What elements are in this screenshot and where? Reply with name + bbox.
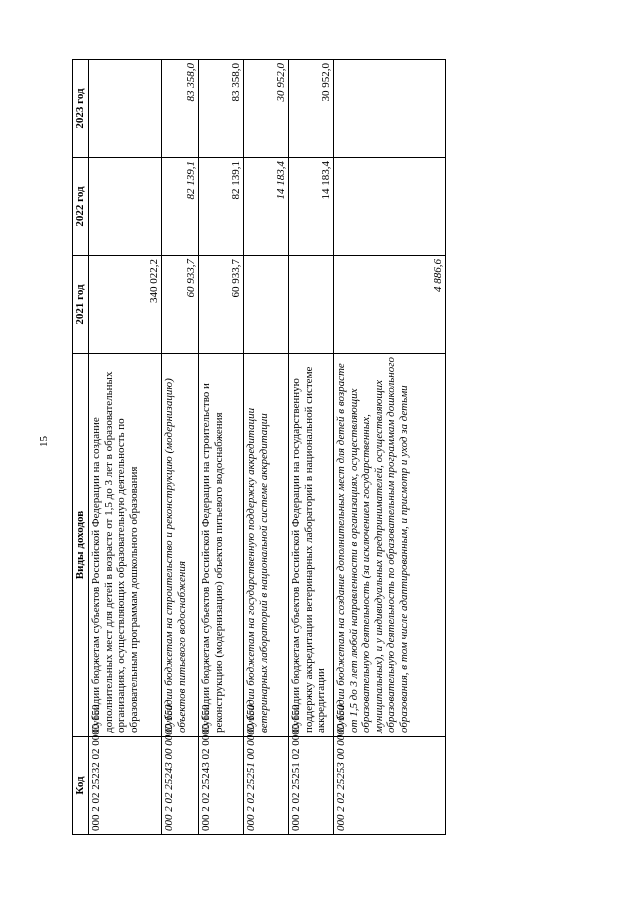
table-row <box>334 60 446 835</box>
table-row <box>289 60 334 835</box>
header-code: Код <box>73 737 89 835</box>
row-value-2021: 60 933,7 <box>162 256 199 354</box>
row-value-2022: 14 183,4 <box>289 158 334 256</box>
row-description: Субсидии бюджетам субъектов Российской Федерации на государственную поддержку аккредитации ветеринарных лабораторий в национальной системе аккредитации <box>289 354 334 737</box>
header-row <box>73 60 89 835</box>
row-description: Субсидии бюджетам на государственную поддержку аккредитации ветеринарных лабораторий в национальной системе аккредитации <box>244 354 289 737</box>
row-value-2022: 82 139,1 <box>199 158 244 256</box>
row-code: 000 2 02 25243 02 0000 150 <box>199 737 244 835</box>
table-row <box>199 60 244 835</box>
revenue-table-wrapper <box>72 60 444 835</box>
row-value-2021: 340 022,2 <box>89 256 162 354</box>
row-value-2023: 30 952,0 <box>289 60 334 158</box>
row-description: Субсидии бюджетам на создание дополнительных мест для детей в возрасте от 1,5 до 3 лет любой направленности в организациях, осуществляющих образовательную деятельность (за исключением государственных, муниципальных), и у индивидуальных предпринимателей, осуществляющих образовательную деятельность по образовательным программам дошкольного образования, в том числе адаптированным, и присмотр и уход за детьми <box>334 354 446 737</box>
row-value-2021 <box>244 256 289 354</box>
row-value-2021: 60 933,7 <box>199 256 244 354</box>
row-value-2021: 4 886,6 <box>334 256 446 354</box>
row-code: 000 2 02 25232 02 0000 150 <box>89 737 162 835</box>
table-row <box>162 60 199 835</box>
row-value-2022 <box>89 158 162 256</box>
row-description: Субсидии бюджетам субъектов Российской Федерации на строительство и реконструкцию (модернизацию) объектов питьевого водоснабжения <box>199 354 244 737</box>
row-value-2021 <box>289 256 334 354</box>
row-value-2022 <box>334 158 446 256</box>
row-value-2023: 83 358,0 <box>199 60 244 158</box>
table-row <box>89 60 162 835</box>
row-value-2023: 30 952,0 <box>244 60 289 158</box>
row-value-2023 <box>89 60 162 158</box>
row-code: 000 2 02 25251 00 0000 150 <box>244 737 289 835</box>
row-code: 000 2 02 25253 00 0000 150 <box>334 737 446 835</box>
table-row <box>244 60 289 835</box>
row-code: 000 2 02 25251 02 0000 150 <box>289 737 334 835</box>
row-value-2022: 14 183,4 <box>244 158 289 256</box>
row-value-2022: 82 139,1 <box>162 158 199 256</box>
page-number: 15 <box>38 436 50 447</box>
row-value-2023: 83 358,0 <box>162 60 199 158</box>
header-desc: Виды доходов <box>73 354 89 737</box>
header-2023: 2023 год <box>73 60 89 158</box>
row-description: Субсидии бюджетам субъектов Российской Федерации на создание дополнительных мест для детей в возрасте от 1,5 до 3 лет в образовательных организациях, осуществляющих образовательную деятельность по образовательным программам дошкольного образования <box>89 354 162 737</box>
header-2021: 2021 год <box>73 256 89 354</box>
revenue-table <box>72 59 446 835</box>
header-2022: 2022 год <box>73 158 89 256</box>
row-description: Субсидии бюджетам на строительство и реконструкцию (модернизацию) объектов питьевого водоснабжения <box>162 354 199 737</box>
row-code: 000 2 02 25243 00 0000 150 <box>162 737 199 835</box>
row-value-2023 <box>334 60 446 158</box>
